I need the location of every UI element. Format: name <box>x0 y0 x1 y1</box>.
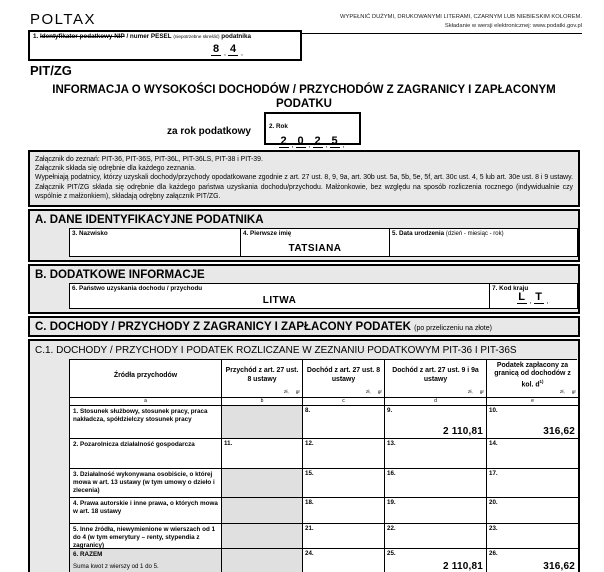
row-2-label: 2. Pozarolnicza działalność gospodarcza <box>70 439 222 469</box>
col-header-sources: Źródła przychodów <box>70 360 222 398</box>
section-b-title: B. DODATKOWE INFORMACJE <box>35 268 205 281</box>
field-26[interactable]: 26. 316,62 <box>487 549 578 572</box>
footnote-marker: 1) <box>539 379 544 385</box>
table-header-row <box>70 360 576 398</box>
section-c-note: (po przeliczeniu na złote) <box>414 324 492 332</box>
col-letter-d: d <box>385 398 487 406</box>
col-letter-a: a <box>70 398 222 406</box>
poltax-logo: POLTAX <box>30 11 96 28</box>
field-12[interactable]: 12. <box>303 439 385 469</box>
field-10[interactable]: 10. 316,62 <box>487 406 578 439</box>
table-row-4 <box>70 498 576 524</box>
form-title: INFORMACJA O WYSOKOŚCI DOCHODÓW / PRZYCHODÓW Z ZAGRANICY I ZAPŁACONYM PODATKU <box>52 84 556 110</box>
unit-zl-gr: zł, gr <box>467 389 484 395</box>
table-row-1 <box>70 406 576 439</box>
nazwisko-label: 3. Nazwisko <box>72 229 108 237</box>
row-4-cell-b-blocked <box>222 498 303 524</box>
row-razem-cell-b-blocked <box>222 549 303 572</box>
table-row-3 <box>70 469 576 498</box>
note-line-2: Załącznik składa się odrębnie dla każdego zeznania. <box>35 165 196 173</box>
section-a-title: A. DANE IDENTYFIKACYJNE PODATNIKA <box>35 213 264 226</box>
col-letter-b: b <box>222 398 303 406</box>
field-8[interactable]: 8. <box>303 406 385 439</box>
field-11[interactable]: 11. <box>222 439 303 469</box>
kod-kraju-value: L , T , <box>490 291 577 304</box>
taxpayer-id-field[interactable] <box>28 30 302 61</box>
nazwisko-field[interactable] <box>69 228 241 257</box>
field-17[interactable]: 17. <box>487 469 578 498</box>
row-5-cell-b-blocked <box>222 524 303 549</box>
field-20[interactable]: 20. <box>487 498 578 524</box>
data-urodzenia-label: 5. Data urodzenia (dzień - miesiąc - rok) <box>392 229 504 237</box>
kod-kraju-label: 7. Kod kraju <box>492 284 529 292</box>
row-1-label: 1. Stosunek służbowy, stosunek pracy, praca nakładcza, spółdzielczy stosunek pracy <box>70 406 222 439</box>
panstwo-field[interactable] <box>69 283 490 309</box>
note-line-3: Wypełniają podatnicy, którzy uzyskali dochody/przychody opodatkowane zgodnie z art. 27 ust. 8, 9, 9a, art. 30b ust. 5a, 5b, 5e, 5f, art. 30c ust. 4, 5 lub art. 30e ust. 8 i 9 ustawy. Załącznik PIT/ZG składa się odrębnie dla każdego państwa uzyskania dochodu/przychodu. Małżonkowie, bez względu na sposób rozliczenia rocznego (indywidualnie czy wspólnie z małżonkiem), składają odrębny załącznik PIT/ZG. <box>35 174 573 200</box>
nip-label-struck: Identyfikator podatkowy NIP <box>40 33 125 40</box>
field-18[interactable]: 18. <box>303 498 385 524</box>
section-a <box>28 209 580 262</box>
tax-year-prefix: za rok podatkowy <box>167 126 251 137</box>
row-3-label: 3. Działalność wykonywana osobiście, o której mowa w art. 13 ustawy (w tym umowy o dzieło i zlecenia) <box>70 469 222 498</box>
attachment-notes <box>28 150 580 207</box>
column-letters-row <box>70 398 576 406</box>
col-header-dochod-art27-8: Dochód z art. 27 ust. 8 ustawy zł, gr <box>303 360 385 398</box>
col-header-podatek-zaplacony: Podatek zapłacony za granicą od dochodów z kol. $d^{1)}$ zł, gr <box>487 360 578 398</box>
efile-instruction-line: Składanie w wersji elektronicznej: www.podatki.gov.pl <box>444 22 582 29</box>
row-razem-label: 6. RAZEM Suma kwot z wierszy od 1 do 5. <box>70 549 222 572</box>
income-table <box>69 359 577 572</box>
pierwsze-imie-label: 4. Pierwsze imię <box>243 229 292 237</box>
panstwo-label: 6. Państwo uzyskania dochodu / przychodu <box>72 284 203 292</box>
field-16[interactable]: 16. <box>385 469 487 498</box>
razem-sublabel: Suma kwot z wierszy od 1 do 5. <box>73 562 159 570</box>
field-22[interactable]: 22. <box>385 524 487 549</box>
taxpayer-id-label: 1. Identyfikator podatkowy NIP / numer PESEL (niepotrzebne skreślić) podatnika <box>33 33 252 40</box>
row-4-label: 4. Prawa autorskie i inne prawa, o których mowa w art. 18 ustawy <box>70 498 222 524</box>
section-c1-title: C.1. DOCHODY / PRZYCHODY I PODATEK ROZLICZANE W ZEZNANIU PODATKOWYM PIT-36 I PIT-36S <box>35 344 517 356</box>
tax-year-label: 2. Rok <box>269 123 288 130</box>
note-line-1: Załącznik do zeznań: PIT-36, PIT-36S, PIT-36L, PIT-36LS, PIT-38 i PIT-39. <box>35 156 263 163</box>
col-letter-e: e <box>487 398 578 406</box>
col-letter-c: c <box>303 398 385 406</box>
field-19[interactable]: 19. <box>385 498 487 524</box>
section-c-title: C. DOCHODY / PRZYCHODY Z ZAGRANICY I ZAPŁACONY PODATEK (po przeliczeniu na złote) <box>35 320 492 333</box>
col-header-przychod-art27: Przychód z art. 27 ust. 8 ustawy zł, gr <box>222 360 303 398</box>
field-25[interactable]: 25. 2 110,81 <box>385 549 487 572</box>
fill-instruction-line: WYPEŁNIĆ DUŻYMI, DRUKOWANYMI LITERAMI, CZARNYM LUB NIEBIESKIM KOLOREM. <box>340 14 582 20</box>
field-24[interactable]: 24. <box>303 549 385 572</box>
table-row-razem <box>70 549 576 572</box>
tax-year-field[interactable] <box>264 112 361 145</box>
unit-zl-gr: zł, gr <box>283 389 300 395</box>
tax-year-digits-input[interactable]: 2 , 0 , 2 , 5 , <box>269 135 356 148</box>
data-urodzenia-field[interactable] <box>389 228 578 257</box>
field-15[interactable]: 15. <box>303 469 385 498</box>
pesel-digits-input[interactable]: 8 , 4 , <box>211 43 297 56</box>
field-13[interactable]: 13. <box>385 439 487 469</box>
kod-kraju-field[interactable] <box>489 283 578 309</box>
unit-zl-gr: zł, gr <box>365 389 382 395</box>
row-5-label: 5. Inne źródła, niewymienione w wierszach od 1 do 4 (w tym emerytury – renty, stypendia z zagranicy) <box>70 524 222 549</box>
pierwsze-imie-field[interactable] <box>240 228 390 257</box>
field-9[interactable]: 9. 2 110,81 <box>385 406 487 439</box>
form-body <box>28 150 580 572</box>
field-23[interactable]: 23. <box>487 524 578 549</box>
col-header-dochod-art27-9: Dochód z art. 27 ust. 9 i 9a ustawy zł, gr <box>385 360 487 398</box>
row-1-cell-b-blocked <box>222 406 303 439</box>
pierwsze-imie-value: TATSIANA <box>288 242 342 254</box>
field-21[interactable]: 21. <box>303 524 385 549</box>
panstwo-value: LITWA <box>262 294 297 306</box>
field-14[interactable]: 14. <box>487 439 578 469</box>
section-b <box>28 264 580 314</box>
table-row-5 <box>70 524 576 549</box>
row-3-cell-b-blocked <box>222 469 303 498</box>
unit-zl-gr: zł, gr <box>559 389 576 395</box>
table-row-2 <box>70 439 576 469</box>
section-c1 <box>28 339 580 572</box>
section-c <box>28 316 580 337</box>
form-fill-instructions <box>270 13 582 34</box>
form-code: PIT/ZG <box>30 63 72 78</box>
